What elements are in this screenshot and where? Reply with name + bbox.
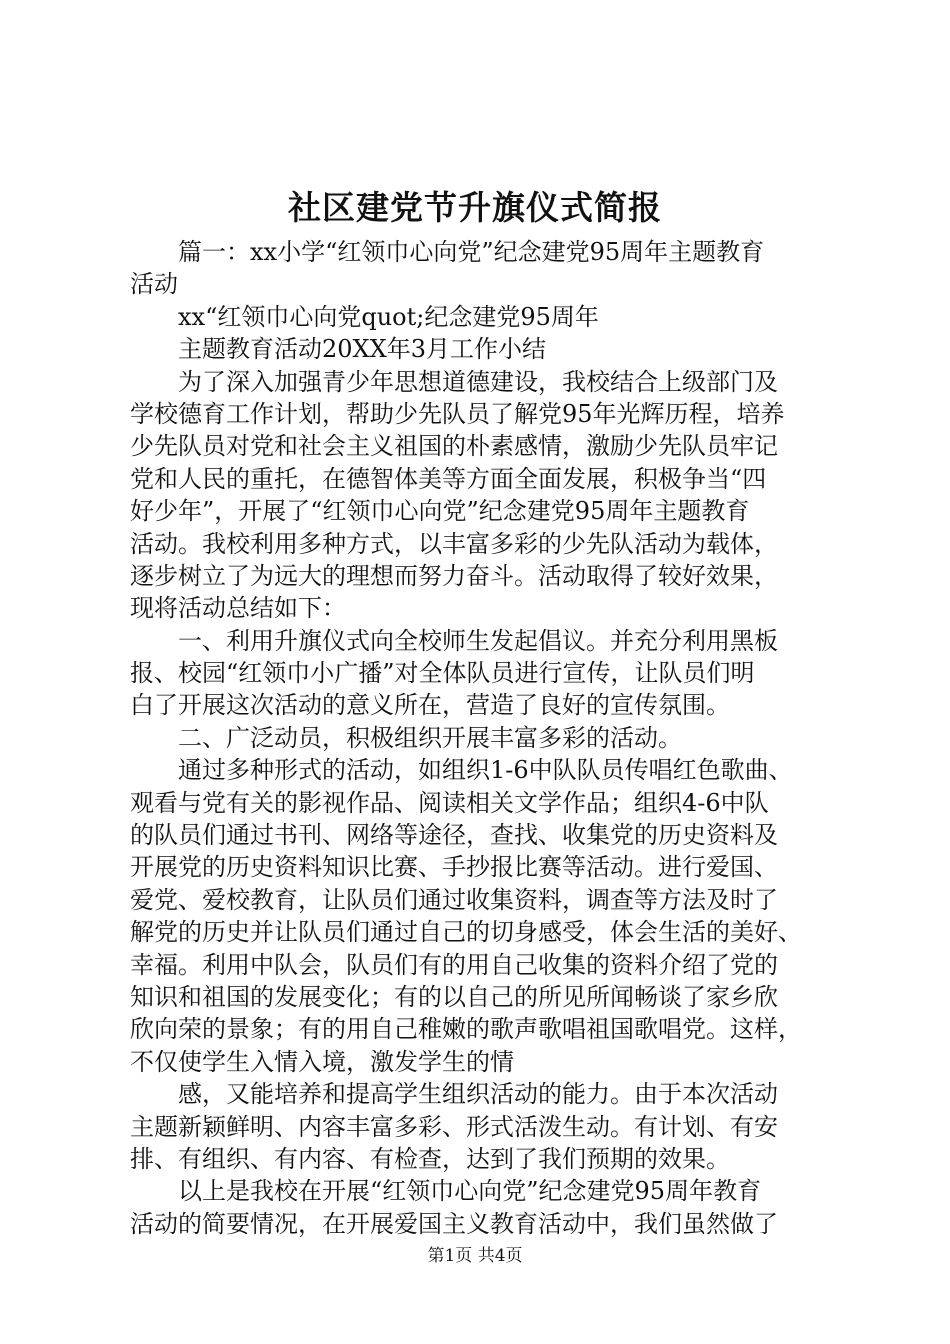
text-line: 爱党、爱校教育，让队员们通过收集资料，调查等方法及时了 bbox=[130, 885, 778, 914]
text-line: 幸福。利用中队会，队员们有的用自己收集的资料介绍了党的 bbox=[130, 950, 778, 979]
text-line: 好少年”，开展了“红领巾心向党”纪念建党95周年主题教育 bbox=[130, 497, 750, 526]
text-line: 党和人民的重托，在德智体美等方面全面发展，积极争当“四 bbox=[130, 464, 767, 493]
text-line: 不仅使学生入情入境，激发学生的情 bbox=[130, 1047, 514, 1076]
text-line: 的队员们通过书刊、网络等途径，查找、收集党的历史资料及 bbox=[130, 821, 778, 850]
text-line: 知识和祖国的发展变化；有的以自己的所见所闻畅谈了家乡欣 bbox=[130, 982, 778, 1011]
text-line: 主题新颖鲜明、内容丰富多彩、形式活泼生动。有计划、有安 bbox=[130, 1112, 778, 1141]
text-line: 解党的历史并让队员们通过自己的切身感受，体会生活的美好、 bbox=[130, 918, 802, 947]
text-line: 学校德育工作计划，帮助少先队员了解党95年光辉历程，培养 bbox=[130, 399, 785, 428]
text-line: 活动。我校利用多种方式，以丰富多彩的少先队活动为载体， bbox=[130, 529, 778, 558]
text-line: 少先队员对党和社会主义祖国的朴素感情，激励少先队员牢记 bbox=[130, 432, 778, 461]
text-line: 通过多种形式的活动，如组织1-6中队队员传唱红色歌曲、 bbox=[130, 756, 793, 785]
text-line: 为了深入加强青少年思想道德建设，我校结合上级部门及 bbox=[130, 367, 778, 396]
text-line: 逐步树立了为远大的理想而努力奋斗。活动取得了较好效果， bbox=[130, 561, 778, 590]
text-line: 报、校园“红领巾小广播”对全体队员进行宣传，让队员们明 bbox=[130, 659, 755, 688]
text-line: 排、有组织、有内容、有检查，达到了我们预期的效果。 bbox=[130, 1144, 730, 1173]
text-line: 观看与党有关的影视作品、阅读相关文学作品；组织4-6中队 bbox=[130, 788, 769, 817]
document-title: 社区建党节升旗仪式简报 bbox=[288, 188, 662, 227]
text-line: xx“红领巾心向党quot;纪念建党95周年 bbox=[130, 302, 599, 331]
text-line: 二、广泛动员，积极组织开展丰富多彩的活动。 bbox=[130, 723, 682, 752]
text-line: 主题教育活动20XX年3月工作小结 bbox=[130, 335, 546, 364]
text-line: 白了开展这次活动的意义所在，营造了良好的宣传氛围。 bbox=[130, 691, 730, 720]
page-footer: 第1页 共4页 bbox=[427, 1246, 523, 1266]
text-line: 欣向荣的景象；有的用自己稚嫩的歌声歌唱祖国歌唱党。这样， bbox=[130, 1015, 802, 1044]
text-line: 一、利用升旗仪式向全校师生发起倡议。并充分利用黑板 bbox=[130, 626, 778, 655]
document-body bbox=[130, 236, 830, 1240]
text-line: 感，又能培养和提高学生组织活动的能力。由于本次活动 bbox=[130, 1080, 778, 1109]
text-line: 开展党的历史资料知识比赛、手抄报比赛等活动。进行爱国、 bbox=[130, 853, 778, 882]
text-line: 活动 bbox=[130, 270, 178, 299]
text-line: 现将活动总结如下： bbox=[130, 594, 346, 623]
text-line: 活动的简要情况，在开展爱国主义教育活动中，我们虽然做了 bbox=[130, 1209, 778, 1238]
text-line: 以上是我校在开展“红领巾心向党”纪念建党95周年教育 bbox=[130, 1177, 762, 1206]
text-line: 篇一：xx小学“红领巾心向党”纪念建党95周年主题教育 bbox=[130, 238, 765, 266]
